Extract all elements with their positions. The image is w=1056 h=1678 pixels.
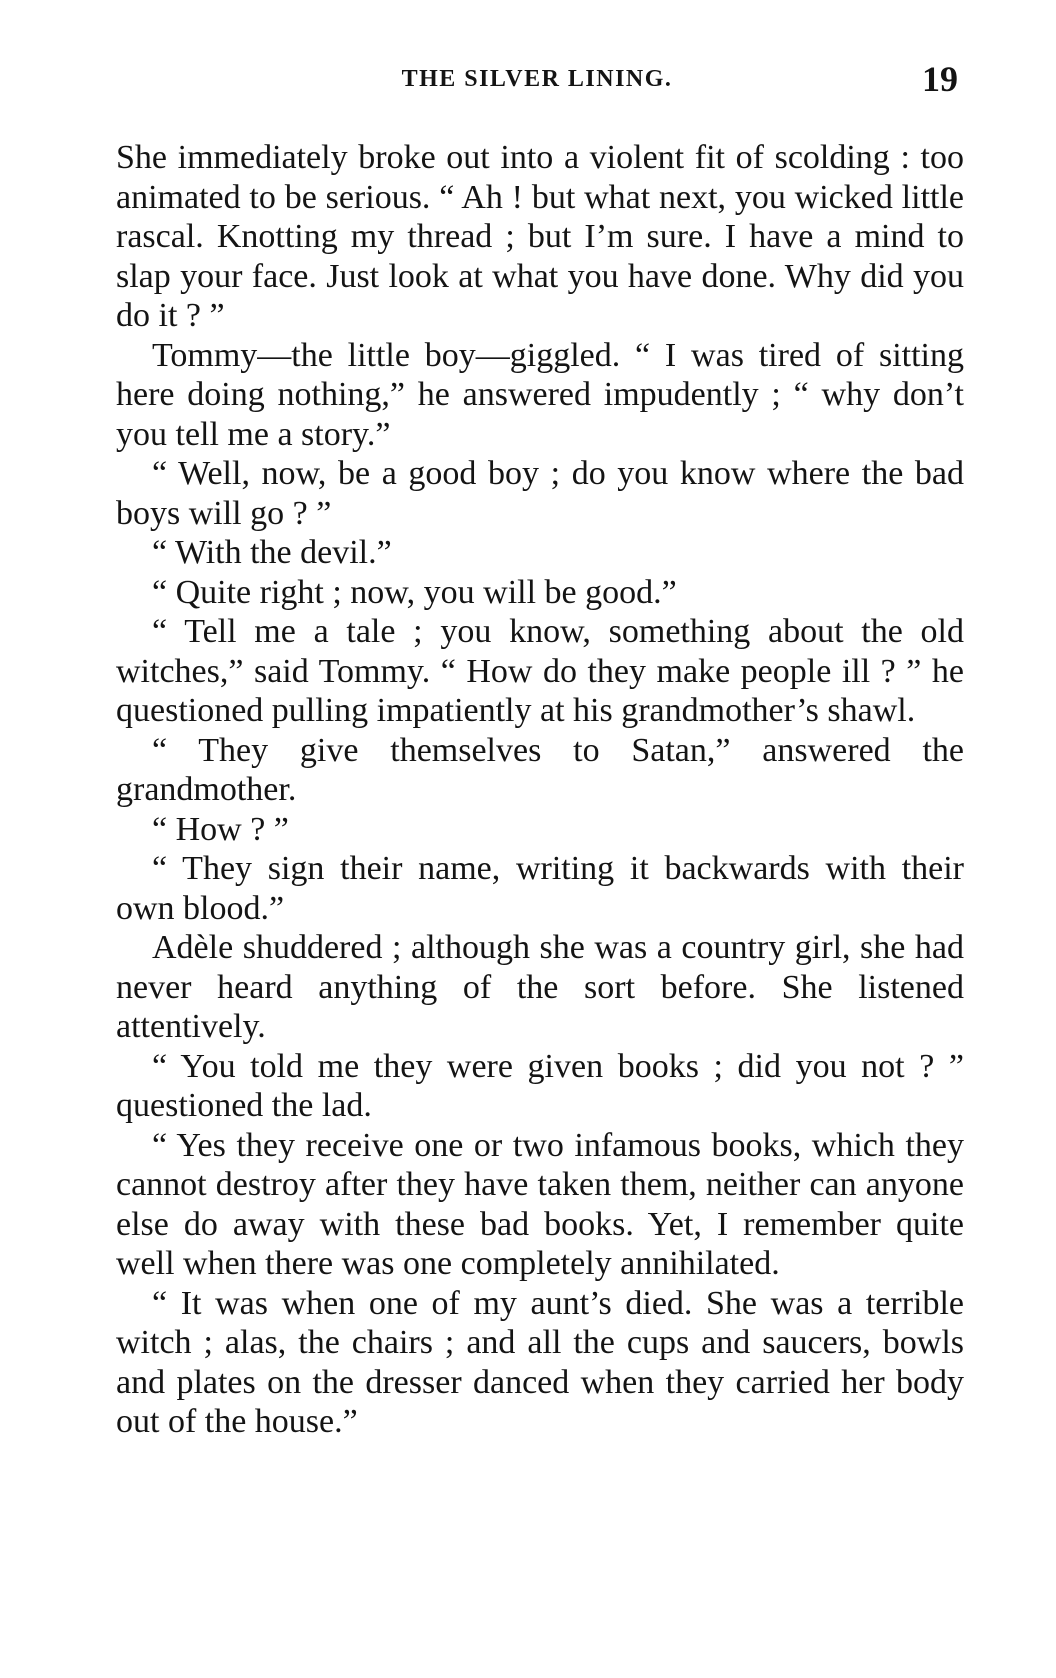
paragraph: Tommy—the little boy—giggled. “ I was tired of sitting here doing nothing,” he answered impudently ; “ why don’t you tell me a story.” — [116, 336, 964, 453]
paragraph: She immediately broke out into a violent fit of scolding : too animated to be serious. “ Ah ! but what next, you wicked little rascal. Knotting my thread ; but I’m sure. I have a mind to slap your face. Just look at what you have done. Why did you do it ? ” — [116, 139, 964, 334]
page-number: 19 — [922, 59, 958, 99]
running-head — [116, 58, 958, 98]
paragraph: “ With the devil.” — [152, 534, 392, 571]
paragraph: “ Well, now, be a good boy ; do you know where the bad boys will go ? ” — [116, 455, 964, 532]
paragraph: “ How ? ” — [152, 810, 289, 848]
paragraph: “ It was when one of my aunt’s died. She was a terrible witch ; alas, the chairs ; and all the cups and saucers, bowls and plates on the dresser danced when they carried her body out of the house.” — [116, 1284, 964, 1440]
paragraph: “ You told me they were given books ; did you not ? ” questioned the lad. — [116, 1047, 964, 1124]
paragraph: “ Tell me a tale ; you know, something about the old witches,” said Tommy. “ How do they make people ill ? ” he questioned pulling impatiently at his grandmother’s shawl. — [116, 613, 964, 729]
paragraph: “ Quite right ; now, you will be good.” — [152, 573, 677, 611]
running-title: THE SILVER LINING. — [401, 66, 673, 92]
paragraph: “ Yes they receive one or two infamous books, which they cannot destroy after they have taken them, neither can anyone else do away with these bad books. Yet, I remember quite well when there was one completely annihilated. — [116, 1126, 964, 1282]
paragraph: Adèle shuddered ; although she was a country girl, she had never heard anything of the sort before. She listened attentively. — [116, 929, 964, 1045]
paragraph: “ They sign their name, writing it backwards with their own blood.” — [116, 850, 964, 927]
body-text — [116, 138, 964, 1442]
paragraph: “ They give themselves to Satan,” answered the grandmother. — [116, 731, 964, 808]
